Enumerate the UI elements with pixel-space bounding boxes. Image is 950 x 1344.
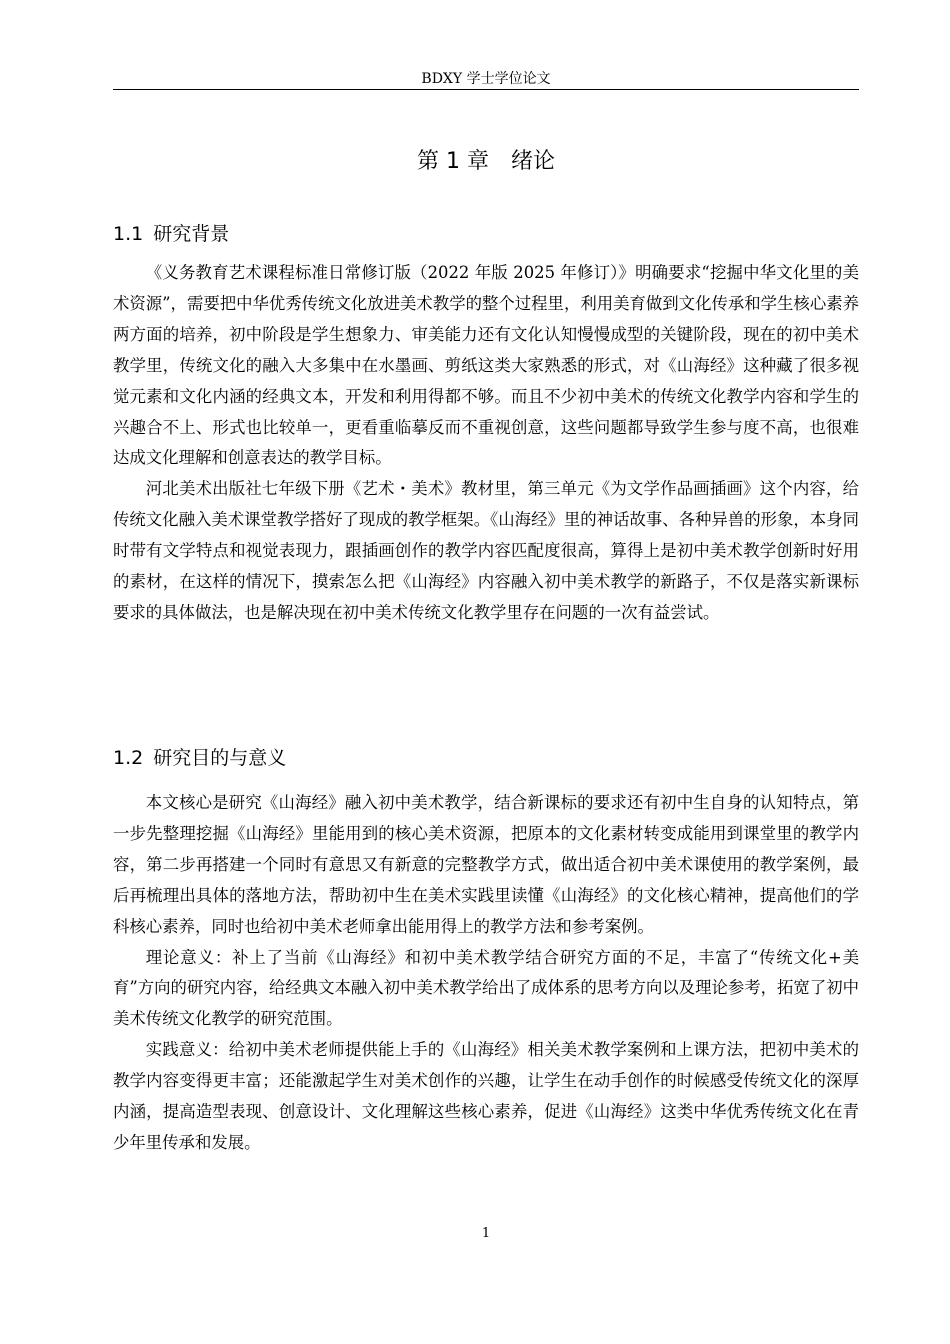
body-paragraph: 理论意义：补上了当前《山海经》和初中美术教学结合研究方面的不足，丰富了“传统文化+美育”方向的研究内容，给经典文本融入初中美术教学给出了成体系的思考方向以及理论参考，拓宽了初中美术传统文化教学的研究范围。: [113, 947, 859, 1029]
chapter-title: [113, 146, 859, 178]
section-number: 1.1: [113, 223, 144, 245]
section-body: [113, 258, 859, 629]
section-heading: [113, 743, 286, 773]
body-paragraph: 河北美术出版社七年级下册《艺术・美术》教材里，第三单元《为文学作品画插画》这个内容，给传统文化融入美术课堂教学搭好了现成的教学框架。《山海经》里的神话故事、各种异兽的形象，本身同时带有文学特点和视觉表现力，跟插画创作的教学内容匹配度很高，算得上是初中美术教学创新时好用的素材，在这样的情况下，摸索怎么把《山海经》内容融入初中美术教学的新路子，不仅是落实新课标要求的具体做法，也是解决现在初中美术传统文化教学里存在问题的一次有益尝试。: [113, 479, 859, 622]
running-header: BDXY 学士学位论文: [421, 71, 551, 87]
header-rule: [113, 89, 859, 90]
body-paragraph: 实践意义：给初中美术老师提供能上手的《山海经》相关美术教学案例和上课方法，把初中美术的教学内容变得更丰富；还能激起学生对美术创作的兴趣，让学生在动手创作的时候感受传统文化的深厚内涵，提高造型表现、创意设计、文化理解这些核心素养，促进《山海经》这类中华优秀传统文化在青少年里传承和发展。: [113, 1040, 859, 1152]
section-body: [113, 788, 859, 1159]
chapter-name: 绪论: [510, 149, 555, 174]
body-paragraph: 《义务教育艺术课程标准日常修订版（2022 年版 2025 年修订）》明确要求“挖掘中华文化里的美术资源”，需要把中华优秀传统文化放进美术教学的整个过程里，利用美育做到文化传承和学生核心素养两方面的培养，初中阶段是学生想象力、审美能力还有文化认知慢慢成型的关键阶段，现在的初中美术教学里，传统文化的融入大多集中在水墨画、剪纸这类大家熟悉的形式，对《山海经》这种藏了很多视觉元素和文化内涵的经典文本，开发和利用得都不够。而且不少初中美术的传统文化教学内容和学生的兴趣合不上、形式也比较单一，更看重临摹反而不重视创意，这些问题都导致学生参与度不高，也很难达成文化理解和创意表达的教学目标。: [113, 263, 859, 468]
section-title: 研究目的与意义: [153, 747, 287, 769]
page-number: 1: [481, 1226, 491, 1241]
chapter-number: 第 1 章: [417, 149, 489, 174]
section-number: 1.2: [113, 747, 144, 769]
section-heading: [113, 219, 229, 249]
body-paragraph: 本文核心是研究《山海经》融入初中美术教学，结合新课标的要求还有初中生自身的认知特点，第一步先整理挖掘《山海经》里能用到的核心美术资源，把原本的文化素材转变成能用到课堂里的教学内容，第二步再搭建一个同时有意思又有新意的完整教学方式，做出适合初中美术课使用的教学案例，最后再梳理出具体的落地方法，帮助初中生在美术实践里读懂《山海经》的文化核心精神，提高他们的学科核心素养，同时也给初中美术老师拿出能用得上的教学方法和参考案例。: [113, 793, 859, 936]
section-title: 研究背景: [153, 223, 230, 245]
